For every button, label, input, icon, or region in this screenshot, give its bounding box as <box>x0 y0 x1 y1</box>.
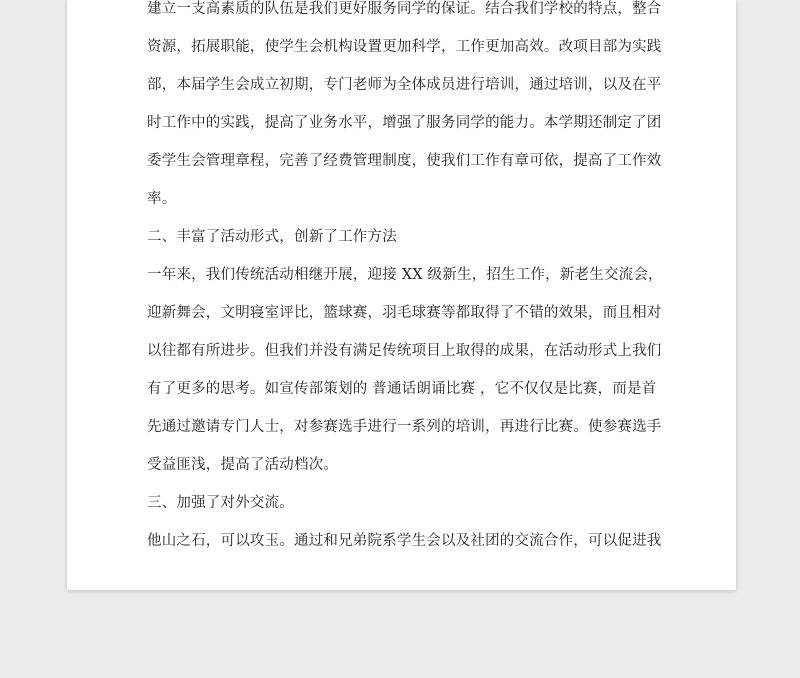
document-page <box>67 0 736 590</box>
section-heading: 二、丰富了活动形式，创新了工作方法 <box>147 229 397 245</box>
paragraph-line: 先通过邀请专门人士，对参赛选手进行一系列的培训，再进行比赛。使参赛选手 <box>147 419 662 435</box>
paragraph-line: 资源，拓展职能，使学生会机构设置更加科学，工作更加高效。改项目部为实践 <box>147 39 662 55</box>
paragraph-line: 迎新舞会，文明寝室评比，篮球赛，羽毛球赛等都取得了不错的效果，而且相对 <box>147 305 662 321</box>
paragraph-line: 以往都有所进步。但我们并没有满足传统项目上取得的成果，在活动形式上我们 <box>147 343 662 359</box>
paragraph-line: 一年来，我们传统活动相继开展，迎接 XX 级新生，招生工作，新老生交流会， <box>147 267 663 283</box>
paragraph-line: 建立一支高素质的队伍是我们更好服务同学的保证。结合我们学校的特点，整合 <box>147 1 662 17</box>
paragraph-line: 有了更多的思考。如宣传部策划的 普通话朗诵比赛 ，它不仅仅是比赛，而是首 <box>147 381 657 397</box>
paragraph-line: 受益匪浅，提高了活动档次。 <box>147 457 339 473</box>
paragraph-line: 委学生会管理章程，完善了经费管理制度，使我们工作有章可依，提高了工作效 <box>147 153 662 169</box>
section-heading: 三、加强了对外交流。 <box>147 495 294 511</box>
paragraph-line: 时工作中的实践，提高了业务水平，增强了服务同学的能力。本学期还制定了团 <box>147 115 662 131</box>
paragraph-line: 率。 <box>147 191 177 207</box>
paragraph-line: 部，本届学生会成立初期，专门老师为全体成员进行培训，通过培训，以及在平 <box>147 77 662 93</box>
paragraph-line: 他山之石，可以攻玉。通过和兄弟院系学生会以及社团的交流合作，可以促进我 <box>147 533 662 549</box>
